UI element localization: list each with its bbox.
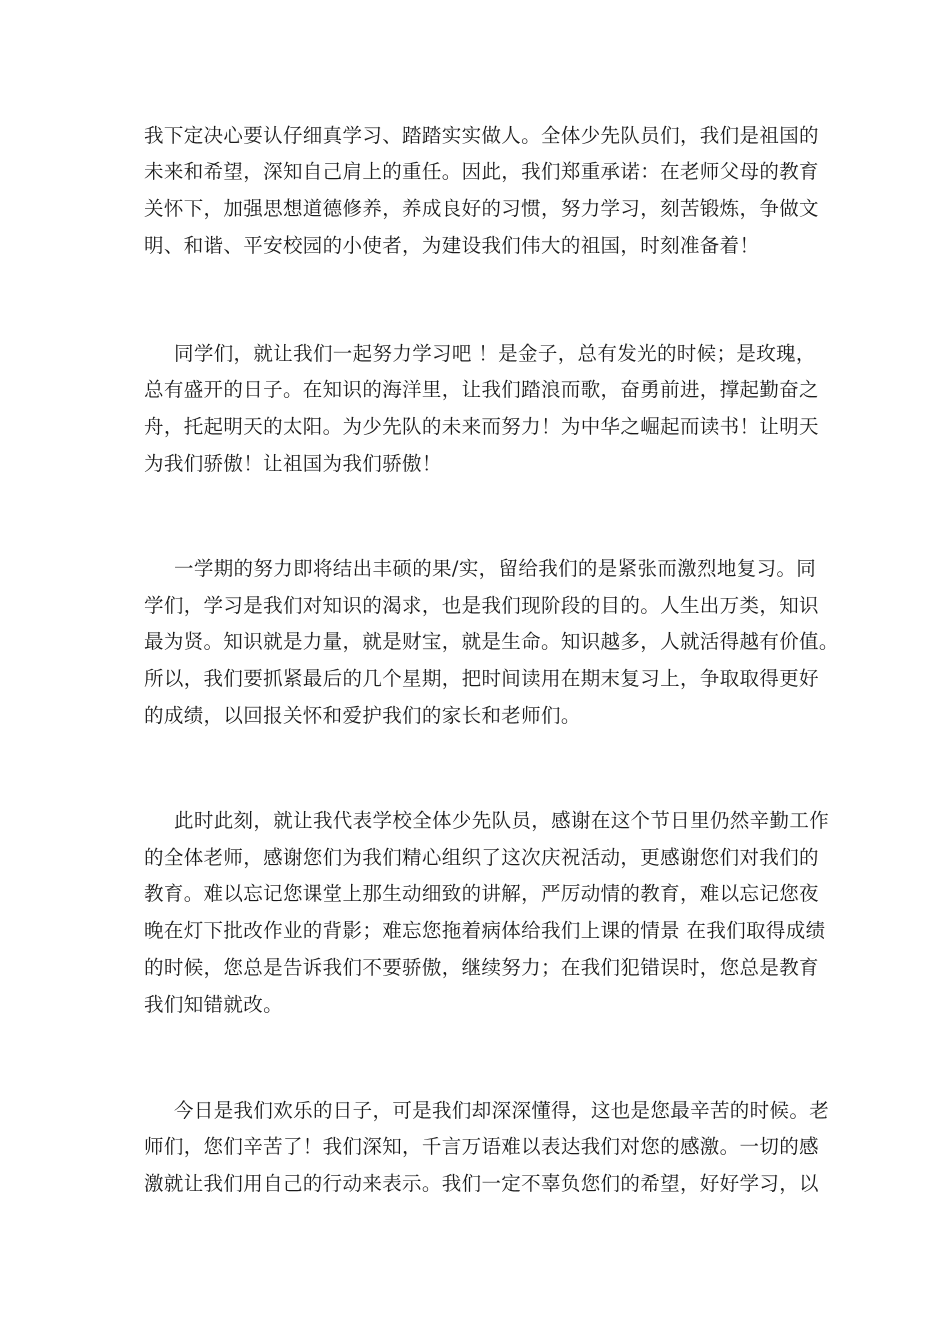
text-line: 的时候，您总是告诉我们不要骄傲，继续努力；在我们犯错误时，您总是教育 — [144, 956, 819, 979]
text-line: 教育。难以忘记您课堂上那生动细致的讲解，严厉动情的教育，难以忘记您夜 — [144, 882, 819, 905]
text-line: 晚在灯下批改作业的背影；难忘您拖着病体给我们上课的情景 在我们取得成绩 — [144, 919, 826, 942]
text-line: 最为贤。知识就是力量，就是财宝，就是生命。知识越多，人就活得越有价值。 — [144, 630, 839, 653]
text-line: 激就让我们用自己的行动来表示。我们一定不辜负您们的希望，好好学习，以 — [144, 1172, 819, 1195]
text-line: 明、和谐、平安校园的小使者，为建设我们伟大的祖国，时刻准备着！ — [144, 234, 760, 257]
text-line: 我们知错就改。 — [144, 993, 283, 1016]
text-line: 关怀下，加强思想道德修养，养成良好的习惯，努力学习，刻苦锻炼，争做文 — [144, 197, 819, 220]
text-line: 未来和希望，深知自己肩上的重任。因此，我们郑重承诺：在老师父母的教育 — [144, 160, 819, 183]
text-line: 今日是我们欢乐的日子，可是我们却深深懂得，这也是您最辛苦的时候。老 — [174, 1099, 830, 1122]
text-line: 师们，您们辛苦了！我们深知，千言万语难以表达我们对您的感激。一切的感 — [144, 1135, 819, 1158]
text-line: 一学期的努力即将结出丰硕的果/实，留给我们的是紧张而激烈地复习。同 — [174, 557, 817, 580]
text-line: 此时此刻，就让我代表学校全体少先队员，感谢在这个节日里仍然辛勤工作 — [174, 809, 830, 832]
text-line: 所以，我们要抓紧最后的几个星期，把时间读用在期末复习上，争取取得更好 — [144, 667, 819, 690]
text-line: 我下定决心要认仔细真学习、踏踏实实做人。全体少先队员们，我们是祖国的 — [144, 124, 819, 147]
text-line: 舟，托起明天的太阳。为少先队的未来而努力！为中华之崛起而读书！让明天 — [144, 415, 819, 438]
text-line: 同学们，就让我们一起努力学习吧 ！是金子，总有发光的时候；是玫瑰， — [174, 342, 816, 365]
text-line: 为我们骄傲！让祖国为我们骄傲！ — [144, 452, 442, 475]
text-line: 总有盛开的日子。在知识的海洋里，让我们踏浪而歌，奋勇前进，撑起勤奋之 — [144, 378, 819, 401]
text-line: 的成绩，以回报关怀和爱护我们的家长和老师们。 — [144, 704, 581, 727]
text-line: 学们，学习是我们对知识的渴求，也是我们现阶段的目的。人生出万类，知识 — [144, 594, 819, 617]
text-line: 的全体老师，感谢您们为我们精心组织了这次庆祝活动，更感谢您们对我们的 — [144, 846, 819, 869]
